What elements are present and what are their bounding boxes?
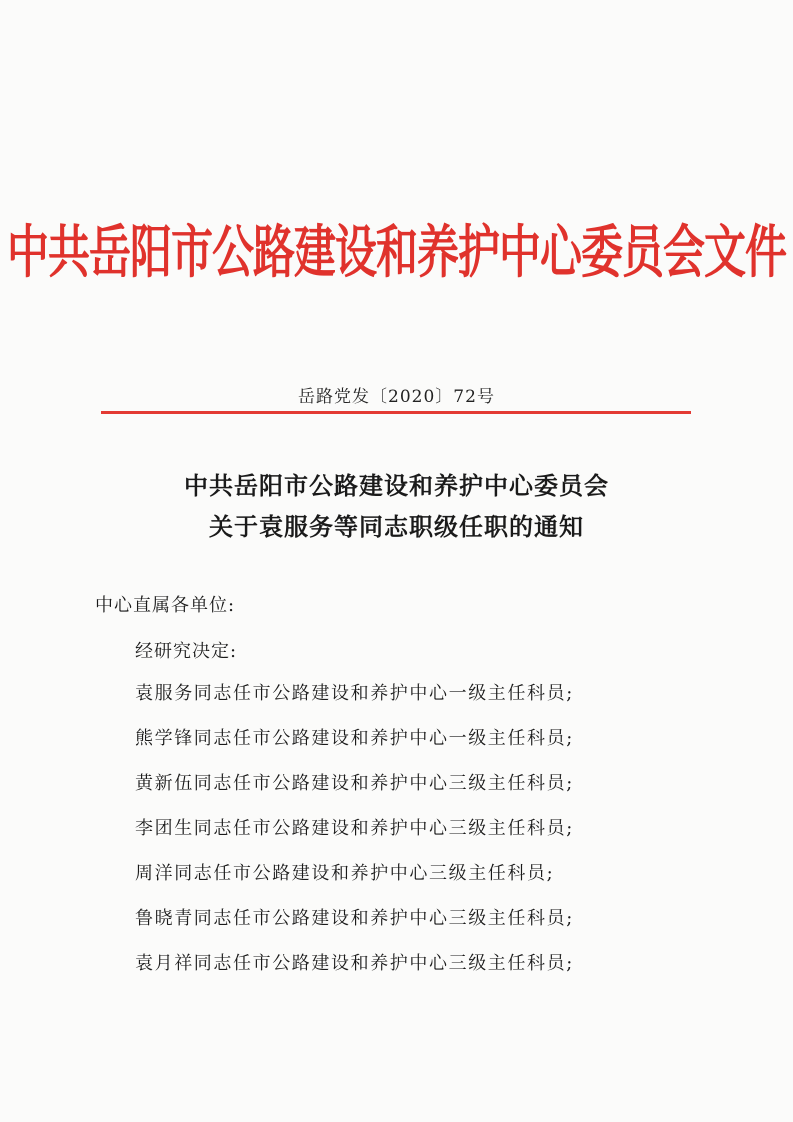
appointment-list: [135, 682, 574, 997]
document-number: 岳路党发〔2020〕72号: [298, 387, 495, 407]
appointment-item: 周洋同志任市公路建设和养护中心三级主任科员;: [135, 863, 555, 884]
intro-text: 经研究决定:: [135, 641, 238, 662]
appointment-item: 黄新伍同志任市公路建设和养护中心三级主任科员;: [135, 773, 574, 794]
appointment-item: 李团生同志任市公路建设和养护中心三级主任科员;: [135, 818, 574, 839]
appointment-item: 袁月祥同志任市公路建设和养护中心三级主任科员;: [135, 953, 574, 974]
red-header-title: 中共岳阳市公路建设和养护中心委员会文件: [6, 218, 786, 285]
notice-title-line-1: 中共岳阳市公路建设和养护中心委员会: [184, 471, 609, 500]
addressee: 中心直属各单位:: [95, 595, 236, 616]
appointment-item: 熊学锋同志任市公路建设和养护中心一级主任科员;: [135, 728, 574, 749]
red-divider-line: [101, 411, 691, 414]
appointment-item: 袁服务同志任市公路建设和养护中心一级主任科员;: [135, 683, 574, 704]
notice-title-line-2: 关于袁服务等同志职级任职的通知: [209, 512, 584, 541]
appointment-item: 鲁晓青同志任市公路建设和养护中心三级主任科员;: [135, 908, 574, 929]
